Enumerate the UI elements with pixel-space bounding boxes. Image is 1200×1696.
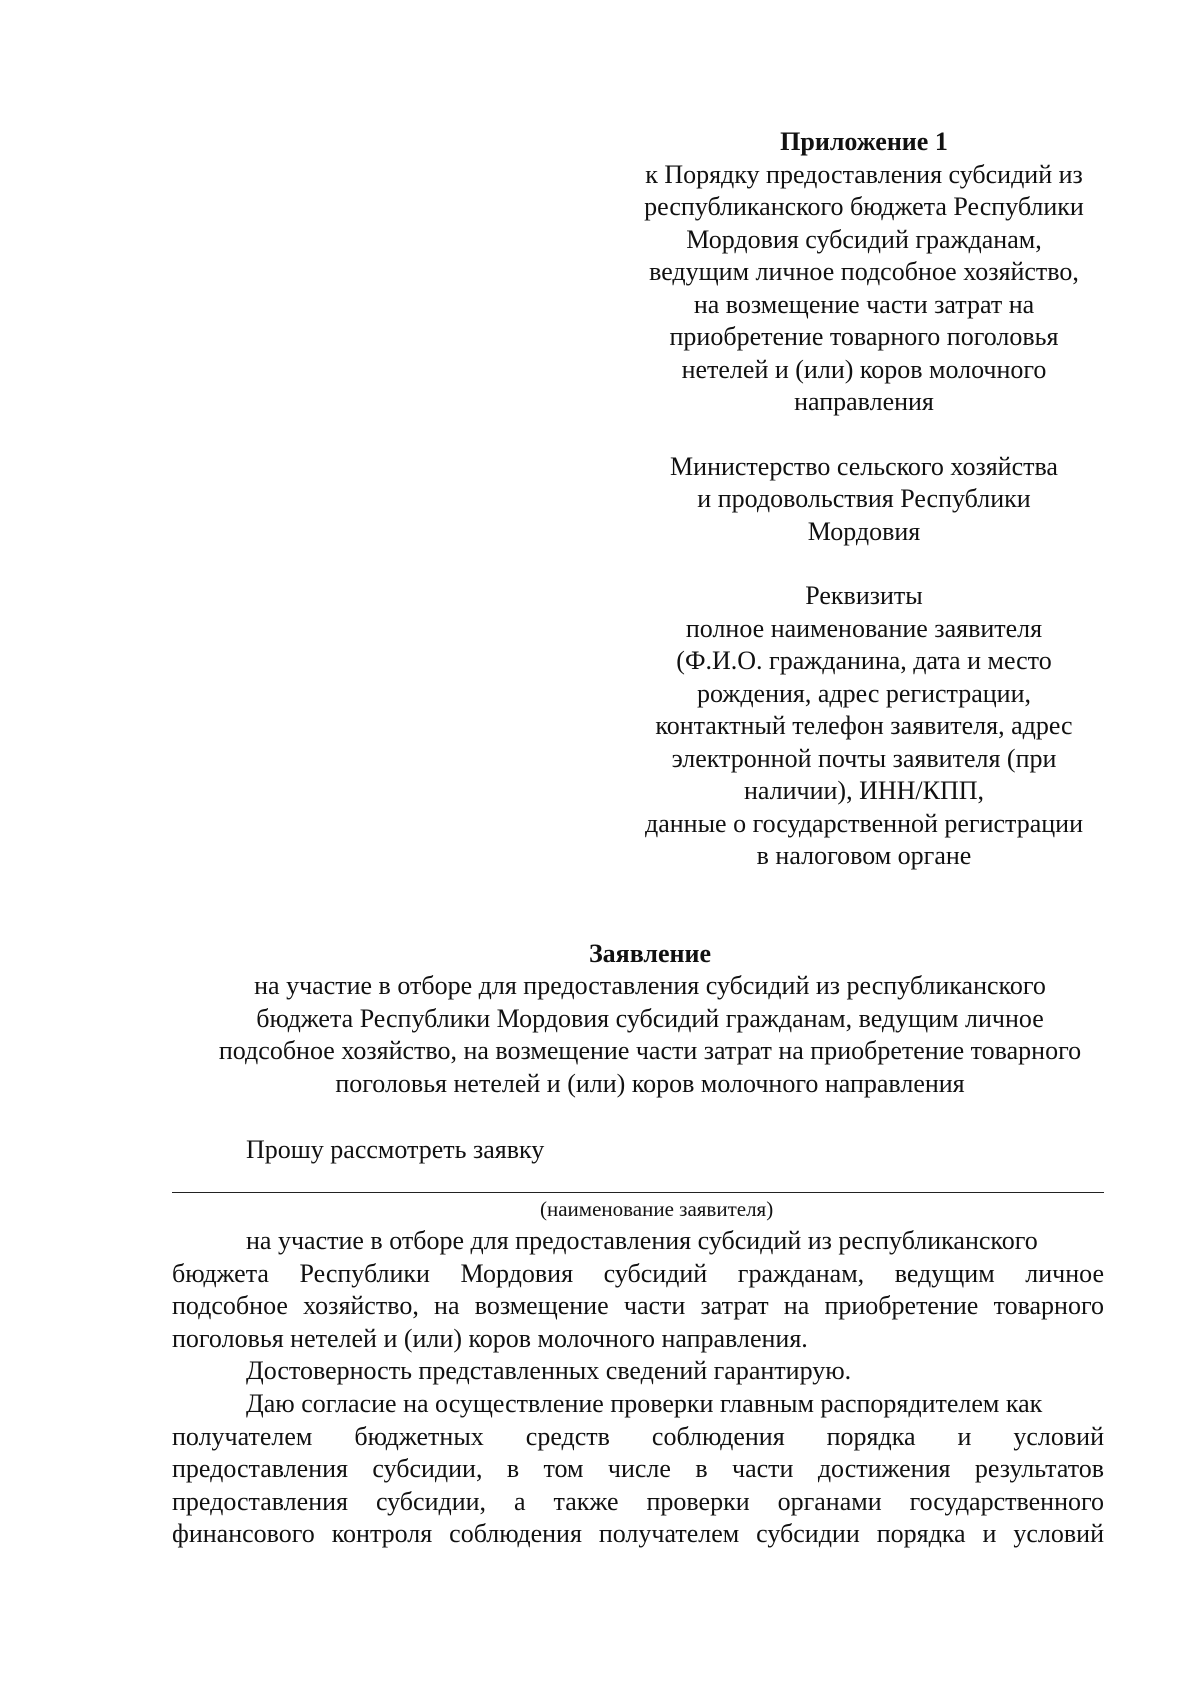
paragraph-participation xyxy=(172,1225,1104,1355)
requisites-line: рождения, адрес регистрации, xyxy=(697,678,1031,708)
statement-title: Заявление xyxy=(588,939,712,968)
appendix-line: республиканского бюджета Республики xyxy=(644,192,1084,221)
requisites-line: наличии), ИНН/КПП, xyxy=(743,776,985,805)
request-text: Прошу рассмотреть заявку xyxy=(246,1135,545,1164)
statement-subtitle-line: поголовья нетелей и (или) коров молочного направления xyxy=(335,1068,965,1098)
paragraph-line: Даю согласие на осуществление проверки главным распорядителем как xyxy=(246,1389,1043,1418)
requisites-line: (Ф.И.О. гражданина, дата и место xyxy=(676,646,1052,675)
statement-subtitle xyxy=(170,970,1130,1100)
paragraph-line: финансового контроля соблюдения получателем субсидии порядка и условий xyxy=(172,1519,1104,1548)
addressee-line: и продовольствия Республики xyxy=(697,484,1031,513)
paragraph-guarantee xyxy=(172,1355,1104,1388)
appendix-line: приобретение товарного поголовья xyxy=(669,322,1059,351)
requisites-line: контактный телефон заявителя, адрес xyxy=(655,711,1073,740)
requisites-line: в налоговом органе xyxy=(756,841,972,870)
paragraph-line: Достоверность представленных сведений гарантирую. xyxy=(246,1356,852,1385)
statement-subtitle-line: на участие в отборе для предоставления субсидий из республиканского xyxy=(254,971,1046,1000)
paragraph-line: на участие в отборе для предоставления субсидий из республиканского xyxy=(246,1226,1038,1255)
paragraph-line: подсобное хозяйство, на возмещение части затрат на приобретение товарного xyxy=(172,1291,1104,1320)
requisites-line: Реквизиты xyxy=(805,581,923,610)
appendix-line: к Порядку предоставления субсидий из xyxy=(645,159,1083,189)
paragraph-line: предоставления субсидии, в том числе в части достижения результатов xyxy=(172,1454,1104,1483)
appendix-line: ведущим личное подсобное хозяйство, xyxy=(649,257,1079,286)
statement-subtitle-line: бюджета Республики Мордовия субсидий гражданам, ведущим личное xyxy=(256,1003,1044,1033)
appendix-header xyxy=(628,126,1100,873)
paragraph-line: поголовья нетелей и (или) коров молочного направления. xyxy=(172,1323,808,1353)
addressee-line: Министерство сельского хозяйства xyxy=(670,451,1058,481)
appendix-line: нетелей и (или) коров молочного xyxy=(681,354,1047,384)
appendix-line: Мордовия субсидий гражданам, xyxy=(686,224,1042,254)
spacer xyxy=(628,548,1100,580)
appendix-line: направления xyxy=(794,387,934,416)
addressee-line: Мордовия xyxy=(807,516,921,546)
paragraph-consent xyxy=(172,1388,1104,1551)
paragraph-line: предоставления субсидии, а также проверки органами государственного xyxy=(172,1486,1104,1516)
requisites-line: полное наименование заявителя xyxy=(685,613,1043,643)
statement-subtitle-line: подсобное хозяйство, на возмещение части затрат на приобретение товарного xyxy=(218,1036,1082,1065)
requisites-line: электронной почты заявителя (при xyxy=(671,743,1057,773)
applicant-name-line xyxy=(172,1192,1104,1193)
requisites-line: данные о государственной регистрации xyxy=(644,808,1084,838)
appendix-title: Приложение 1 xyxy=(780,127,948,156)
paragraph-line: получателем бюджетных средств соблюдения порядка и условий xyxy=(172,1421,1104,1451)
applicant-name-caption: (наименование заявителя) xyxy=(540,1197,774,1221)
paragraph-line: бюджета Республики Мордовия субсидий гражданам, ведущим личное xyxy=(172,1258,1104,1288)
appendix-line: на возмещение части затрат на xyxy=(693,289,1035,319)
spacer xyxy=(628,419,1100,451)
